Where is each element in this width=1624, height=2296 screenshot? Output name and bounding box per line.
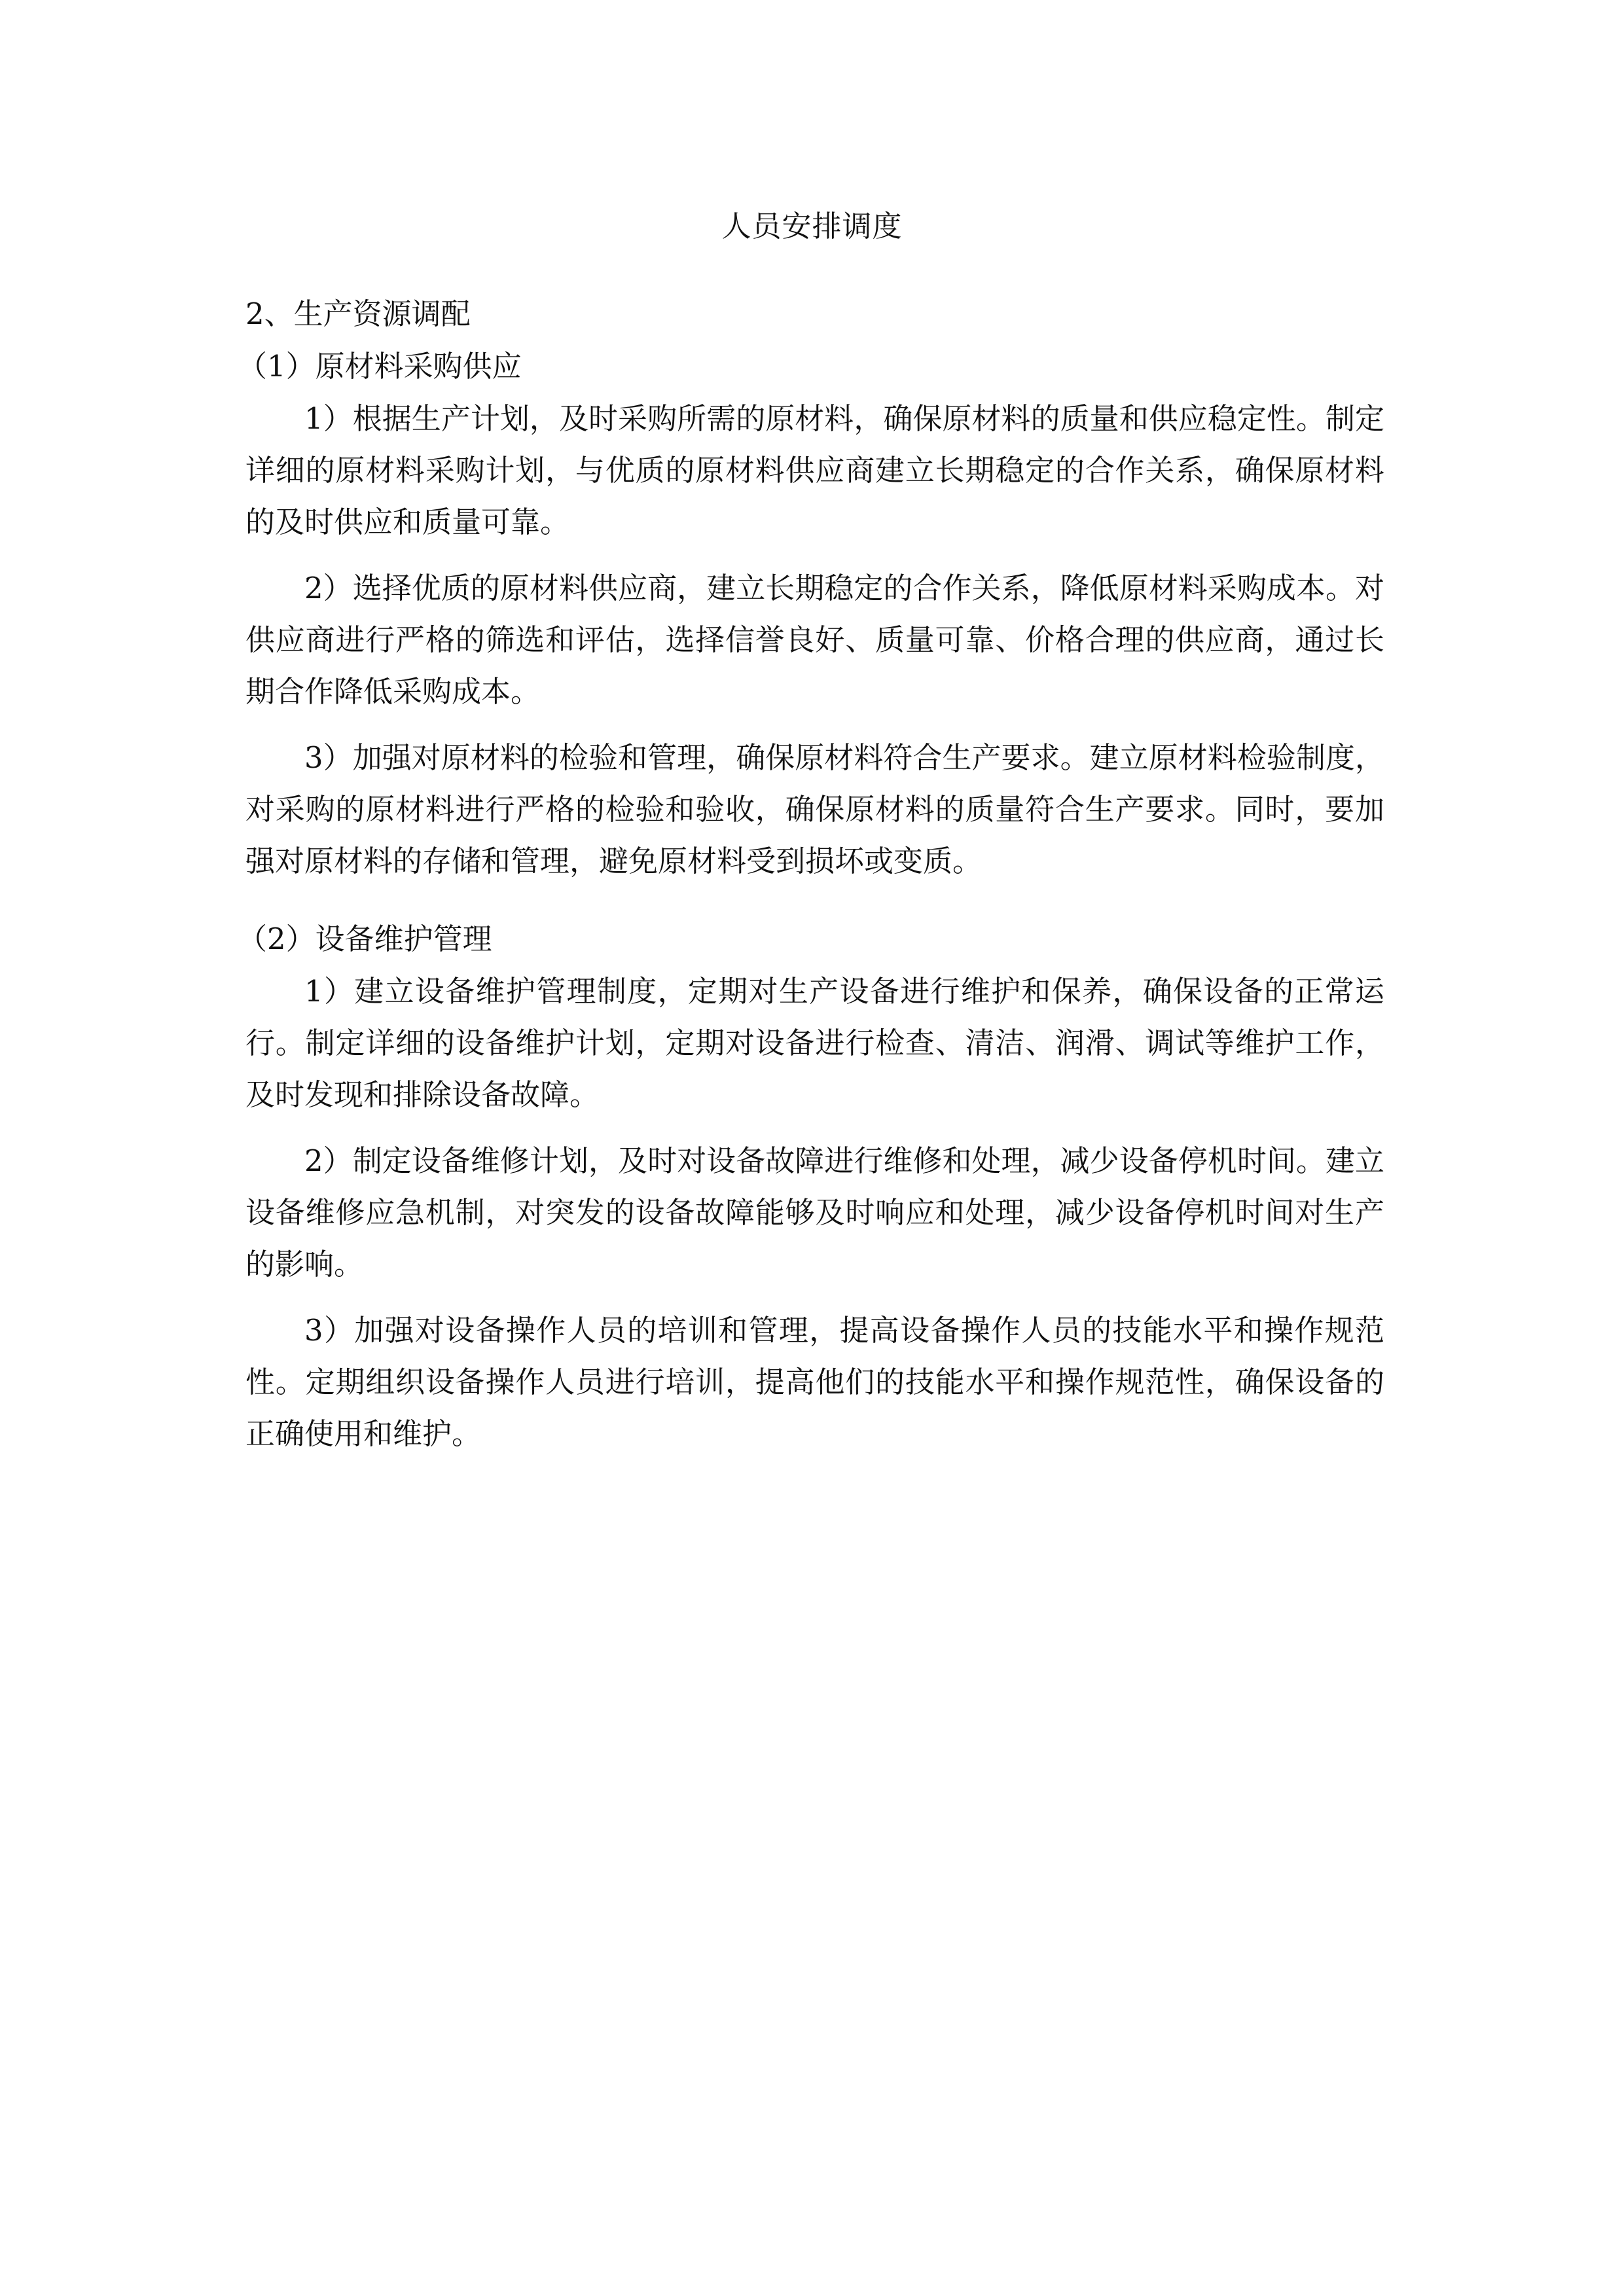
paragraph-materials-3: 3）加强对原材料的检验和管理，确保原材料符合生产要求。建立原材料检验制度，对采购的原材料进行严格的检验和验收，确保原材料的质量符合生产要求。同时，要加强对原材料的存储和管理，避免原材料受到损坏或变质。	[245, 740, 1384, 878]
paragraph-materials-2: 2）选择优质的原材料供应商，建立长期稳定的合作关系，降低原材料采购成本。对供应商进行严格的筛选和评估，选择信誉良好、质量可靠、价格合理的供应商，通过长期合作降低采购成本。	[245, 571, 1384, 709]
section-spacer	[245, 901, 1384, 913]
subsection-heading-materials: （1）原材料采购供应	[238, 349, 522, 384]
paragraph-equipment-3: 3）加强对设备操作人员的培训和管理，提高设备操作人员的技能水平和操作规范性。定期组织设备操作人员进行培训，提高他们的技能水平和操作规范性，确保设备的正确使用和维护。	[245, 1313, 1384, 1451]
paragraph-equipment-2: 2）制定设备维修计划，及时对设备故障进行维修和处理，减少设备停机时间。建立设备维修应急机制，对突发的设备故障能够及时响应和处理，减少设备停机时间对生产的影响。	[245, 1143, 1384, 1282]
page-title: 人员安排调度	[721, 209, 903, 243]
document-body	[238, 288, 1384, 1474]
paragraph-materials-1: 1）根据生产计划，及时采购所需的原材料，确保原材料的质量和供应稳定性。制定详细的原材料采购计划，与优质的原材料供应商建立长期稳定的合作关系，确保原材料的及时供应和质量可靠。	[245, 401, 1384, 539]
subsection-heading-equipment: （2）设备维护管理	[238, 922, 492, 956]
paragraph-equipment-1: 1）建立设备维护管理制度，定期对生产设备进行维护和保养，确保设备的正常运行。制定详细的设备维护计划，定期对设备进行检查、清洁、润滑、调试等维护工作，及时发现和排除设备故障。	[245, 974, 1384, 1112]
section-heading: 2、生产资源调配	[245, 296, 471, 331]
